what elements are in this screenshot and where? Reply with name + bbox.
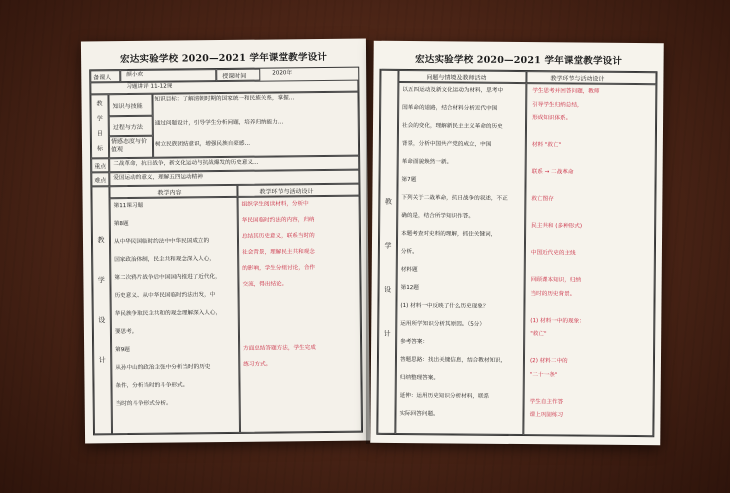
handwritten-line: 学生思考并回答问题，教师 bbox=[532, 88, 600, 95]
handwritten-line: 确的是，结合所学知识作答。 bbox=[401, 212, 474, 220]
handwritten-line: 学生自主作答 bbox=[529, 398, 564, 405]
handwritten-line: 以五四运动及新文化运动为材料，思考中 bbox=[402, 86, 504, 94]
left-table bbox=[89, 67, 363, 436]
handwritten-line: 课上巩固练习 bbox=[529, 412, 564, 419]
time-label: 授课时间 bbox=[222, 72, 247, 81]
col-content-header: 教学内容 bbox=[157, 189, 182, 197]
handwritten-line: 第12题 bbox=[400, 284, 419, 292]
handwritten-line: 引导学生归纳总结， bbox=[532, 101, 583, 109]
handwritten-line: 救亡图存 bbox=[531, 196, 554, 203]
handwritten-line: 组织学生阅读材料，分析中 bbox=[241, 201, 309, 208]
handwritten-line: (1) 材料一中的现象： bbox=[530, 317, 585, 325]
handwritten-line: (1) 材料一中反映了什么历史现象？ bbox=[400, 302, 489, 310]
goal-process-label: 过程与方法 bbox=[112, 123, 143, 132]
handwritten-line: 社会的变化，理解新民主主义革命的历史 bbox=[401, 122, 503, 130]
lesson-plan-sheet-right bbox=[370, 41, 663, 446]
handwritten-line: 参考答案： bbox=[400, 338, 429, 346]
goal-knowledge-text: 知识目标：了解清朝时期的国家统一和民族关系，掌握… bbox=[154, 95, 295, 103]
handwritten-line: 本题考查对史料的理解，抓住关键词， bbox=[401, 230, 497, 238]
handwritten-line: 练习方式。 bbox=[243, 361, 272, 368]
right-side-label: 教学设计 bbox=[383, 197, 392, 338]
time-value: 2020年 bbox=[272, 70, 293, 77]
handwritten-line: 从中华民国临时约法中中华民国成立的 bbox=[113, 238, 210, 246]
handwritten-line: "二十一条" bbox=[529, 371, 558, 378]
handwritten-line: 运用所学知识分析其原因。（5分） bbox=[400, 320, 485, 328]
handwritten-line: 第8题 bbox=[113, 221, 129, 228]
right-table bbox=[376, 69, 657, 437]
goal-label: 教学目标 bbox=[96, 100, 104, 153]
handwritten-line: 第7题 bbox=[401, 176, 417, 184]
handwritten-line: 方面总结答题方法，学生完成 bbox=[243, 345, 316, 352]
handwritten-line: 实际回答问题。 bbox=[399, 410, 439, 418]
sheet-title: 宏达实验学校 2020—2021 学年课堂教学设计 bbox=[120, 51, 328, 66]
handwritten-line: 回顾课本知识，归纳 bbox=[530, 277, 582, 284]
handwritten-line: 联系 → 二战革命 bbox=[531, 169, 574, 176]
handwritten-line: "救亡" bbox=[530, 331, 547, 338]
topic-value: 习题讲评 11-12课 bbox=[126, 83, 173, 91]
sheet-title: 宏达实验学校 2020—2021 学年课堂教学设计 bbox=[415, 54, 623, 67]
difficulty-text: 爱国运动的意义，理解五四运动精神 bbox=[113, 174, 203, 182]
handwritten-line: 条件，分析当时的斗争形式。 bbox=[115, 382, 189, 390]
handwritten-line: 中国近代史的主线 bbox=[530, 250, 576, 257]
lesson-plan-sheet-left bbox=[81, 39, 370, 444]
handwritten-line: 国家政治体制，民主共和观念深入人心， bbox=[114, 256, 215, 264]
handwritten-line: 当时的历史背景。 bbox=[530, 290, 576, 298]
handwritten-line: 交流，得出结论。 bbox=[242, 281, 288, 288]
handwritten-line: 归纳整理答案。 bbox=[399, 374, 440, 382]
key-label: 重点 bbox=[94, 163, 107, 171]
handwritten-line: 华民国临时约法的内容，归纳 bbox=[241, 217, 315, 224]
handwritten-line: 总结其历史意义，联系当时的 bbox=[241, 233, 315, 240]
handwritten-line: 华民族争取民主共和的观念理解深入人心， bbox=[114, 310, 222, 318]
key-text: 二战革命，抗日战争，新文化运动与抗战爆发的历史意义… bbox=[113, 159, 259, 168]
teacher-label: 备课人 bbox=[93, 74, 112, 82]
handwritten-line: 当时的斗争形式分析。 bbox=[115, 400, 172, 408]
handwritten-line: 民主共和 (多种形式) bbox=[531, 223, 583, 230]
goal-process-text: 通过问题设计，引导学生分析问题，培养归纳能力… bbox=[154, 119, 284, 127]
handwritten-line: 要思考。 bbox=[114, 328, 138, 336]
col-activity-header: 教学环节与活动设计 bbox=[259, 188, 314, 196]
handwritten-line: 形成知识体系。 bbox=[532, 115, 572, 122]
goal-knowledge-label: 知识与技能 bbox=[112, 102, 143, 111]
difficulty-label: 难点 bbox=[94, 177, 107, 185]
handwritten-line: 第9题 bbox=[115, 347, 130, 354]
right-col-activity-header: 教学环节与活动设计 bbox=[550, 75, 605, 83]
handwritten-line: 答题思路：找出关键信息，结合教材知识， bbox=[399, 356, 507, 364]
process-side-label: 教学设计 bbox=[97, 236, 106, 365]
goal-attitude-text: 树立民族团结意识，增强民族自豪感… bbox=[154, 140, 251, 148]
handwritten-line: 国革命的道路，结合材料分析近代中国 bbox=[402, 104, 498, 112]
handwritten-line: 下列关于二战革命，抗日战争的叙述，不正 bbox=[401, 194, 508, 202]
handwritten-line: 延伸：运用历史知识分析材料，联系 bbox=[399, 392, 490, 400]
handwritten-line: 社会背景，理解民主共和观念 bbox=[242, 249, 315, 256]
handwritten-line: 材料题 bbox=[400, 266, 418, 274]
handwritten-line: 革命面貌焕然一新。 bbox=[401, 158, 453, 166]
handwritten-line: 第二次鸦片战争后中国国内推进了近代化， bbox=[114, 274, 221, 282]
handwritten-line: 分析。 bbox=[400, 248, 418, 256]
goal-attitude-label: 情感态度与价值观 bbox=[110, 137, 148, 154]
handwritten-line: 背景，分析中国共产党的成立，中国 bbox=[401, 140, 492, 148]
handwritten-line: 从孙中山的政治主张中分析当时的历史 bbox=[115, 364, 211, 372]
handwritten-line: 的影响，学生分组讨论，合作 bbox=[242, 265, 316, 272]
right-col-content-header: 问题与情境及教师活动 bbox=[426, 74, 487, 82]
handwritten-line: (2) 材料二中的 bbox=[529, 358, 568, 365]
handwritten-line: 材料 "救亡" bbox=[531, 142, 562, 149]
handwritten-line: 第11课习题 bbox=[113, 202, 144, 210]
handwritten-line: 历史意义、从中华民国临时约法出发，中 bbox=[114, 292, 216, 300]
teacher-value: 颜小欢 bbox=[126, 71, 144, 79]
